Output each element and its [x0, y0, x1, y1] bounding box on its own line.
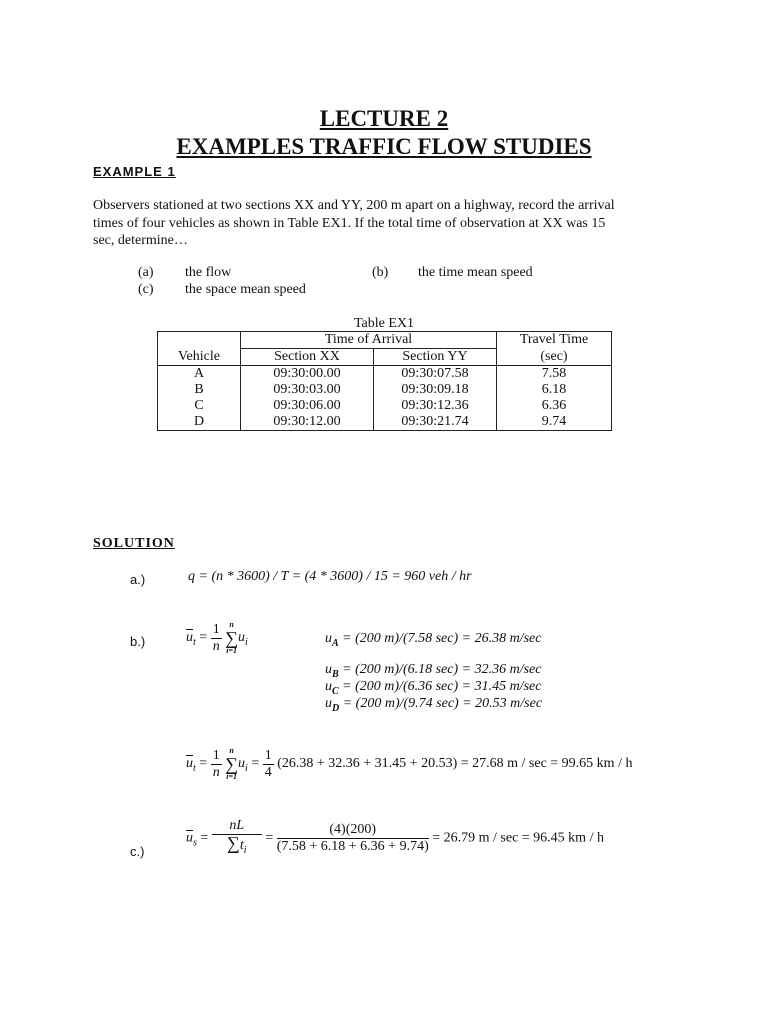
space-mean-denominator: (7.58 + 6.18 + 6.36 + 9.74) [276, 838, 429, 854]
item-c-marker: (c) [138, 282, 154, 297]
table-row [158, 366, 612, 383]
lecture-title: LECTURE 2 [319, 106, 449, 131]
cell-vehicle: B [158, 382, 241, 398]
table-row [158, 398, 612, 414]
header-section-xx: Section XX [241, 349, 374, 366]
speed-line-c: $u_C = (200$ m)/(6.36 sec) = 31.45 m/sec [325, 679, 542, 697]
header-cell-empty [158, 332, 241, 349]
table-row [158, 382, 612, 398]
item-b-marker: (b) [372, 265, 389, 280]
item-a-marker: (a) [138, 265, 154, 280]
table-ex1 [157, 331, 612, 431]
cell-travel-time: 7.58 [497, 366, 612, 383]
cell-vehicle: D [158, 414, 241, 431]
table-row [158, 414, 612, 431]
header-time-of-arrival: Time of Arrival [241, 332, 497, 349]
space-mean-result: = 26.79 m / sec = 96.45 km / h [432, 830, 604, 846]
speed-line-a: $u_A = (200$ m)/(7.58 sec) = 26.38 m/sec [325, 631, 542, 649]
problem-text [93, 197, 693, 250]
cell-vehicle: C [158, 398, 241, 414]
example-label: EXAMPLE 1 [93, 164, 176, 179]
lecture-subtitle: EXAMPLES TRAFFIC FLOW STUDIES [176, 134, 592, 159]
cell-section-yy: 09:30:07.58 [374, 366, 497, 383]
header-travel-time: Travel Time [497, 332, 612, 349]
solution-label: SOLUTION [93, 536, 175, 551]
table-caption: Table EX1 [353, 316, 415, 331]
part-b-label: b.) [130, 634, 146, 649]
cell-section-yy: 09:30:21.74 [374, 414, 497, 431]
header-vehicle: Vehicle [158, 349, 241, 366]
space-mean-speed-formula: $\overline{u}_s$ = $\frac{nL}{\sum t_i}$ = $\frac{(4)(200)}{(7.58 + 6.18 + 6.36 + 9.74)}$ = 26.79 m / sec = 96.45 km / h [186, 818, 604, 856]
part-a-label: a.) [130, 572, 146, 587]
cell-travel-time: 6.18 [497, 382, 612, 398]
speed-line-b: $u_B = (200$ m)/(6.18 sec) = 32.36 m/sec [325, 662, 542, 680]
part-a-equation: q = (n * 3600) / T = (4 * 3600) / 15 = 960 veh / hr [188, 569, 472, 584]
cell-section-yy: 09:30:12.36 [374, 398, 497, 414]
cell-section-xx: 09:30:00.00 [241, 366, 374, 383]
cell-section-xx: 09:30:06.00 [241, 398, 374, 414]
problem-line-2: times of four vehicles as shown in Table EX1. If the total time of observation at XX was 15 [93, 215, 606, 231]
cell-vehicle: A [158, 366, 241, 383]
space-mean-numerator: (4)(200) [277, 822, 429, 839]
speed-line-d: $u_D = (200$ m)/(9.74 sec) = 20.53 m/sec [325, 696, 543, 714]
cell-section-xx: 09:30:03.00 [241, 382, 374, 398]
item-c-text: the space mean speed [185, 282, 306, 297]
cell-section-xx: 09:30:12.00 [241, 414, 374, 431]
item-a-text: the flow [185, 265, 232, 280]
problem-line-1: Observers stationed at two sections XX and YY, 200 m apart on a highway, record the arrival [93, 198, 615, 213]
cell-travel-time: 6.36 [497, 398, 612, 414]
item-b-text: the time mean speed [418, 265, 533, 280]
time-mean-speed-values: (26.38 + 32.36 + 31.45 + 20.53) = 27.68 m / sec = 99.65 km / h [277, 756, 633, 772]
part-c-label: c.) [130, 844, 145, 859]
cell-section-yy: 09:30:09.18 [374, 382, 497, 398]
header-sec: (sec) [497, 349, 612, 366]
cell-travel-time: 9.74 [497, 414, 612, 431]
header-section-yy: Section YY [374, 349, 497, 366]
problem-line-3: sec, determine… [93, 233, 188, 248]
time-mean-speed-formula: $\overline{u}_t$ = $\frac{1}{n}$ n ∑ i=1 $u_i$ [186, 620, 248, 655]
time-mean-speed-result: $\overline{u}_t$ = $\frac{1}{n}$ n ∑ i=1 $u_i$ = $\frac{1}{4}$ (26.38 + 32.36 + 31.45 + 20.53) = 27.68 m / sec = 99.65 km / h [186, 746, 633, 781]
